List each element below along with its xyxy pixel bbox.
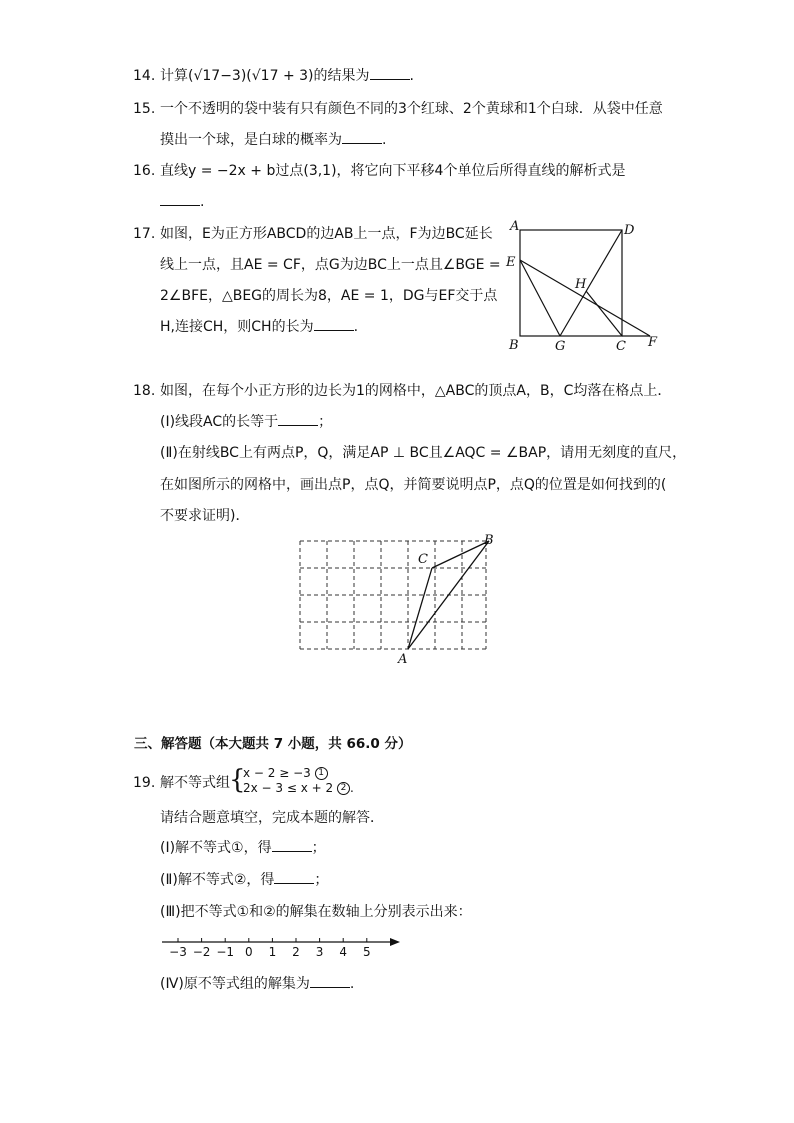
label-b: B (484, 533, 494, 548)
semicolon: ； (314, 872, 329, 888)
question-16-line2 (160, 192, 204, 212)
grid-figure (296, 533, 506, 667)
square-abcd (520, 230, 622, 336)
label-d: D (624, 223, 635, 238)
question-number: 19. (133, 775, 156, 791)
question-15-prompt: 摸出一个球，是白球的概率为 (160, 132, 342, 148)
period: . (409, 68, 414, 84)
question-19-line5: (Ⅲ)把不等式①和②的解集在数轴上分别表示出来： (160, 904, 472, 920)
answer-blank[interactable] (274, 871, 314, 884)
semicolon: ； (311, 840, 326, 856)
segment-ch (586, 291, 622, 336)
answer-blank[interactable] (160, 193, 200, 206)
question-17-line1: 如图，E为正方形ABCD的边AB上一点，F为边BC延长 (160, 226, 493, 242)
inequality-1-text: x − 2 ≥ −3 (243, 766, 311, 780)
segment-dg (560, 230, 622, 336)
label-c: C (418, 552, 428, 567)
question-19-intro: 解不等式组 (160, 775, 230, 791)
question-16-line1: 直线y = −2x + b过点(3,1)，将它向下平移4个单位后所得直线的解析式是 (160, 163, 626, 179)
question-18-part1: (Ⅰ)线段AC的长等于 (160, 414, 279, 430)
question-18-line5: 不要求证明)． (160, 508, 250, 524)
label-g: G (555, 339, 566, 354)
question-14-text (160, 66, 414, 86)
question-17-line3: 2∠BFE，△BEG的周长为8，AE = 1，DG与EF交于点 (160, 288, 498, 304)
period: . (350, 781, 354, 795)
question-18-line4: 在如图所示的网格中，画出点P，点Q，并简要说明点P，点Q的位置是如何找到的( (160, 477, 667, 493)
answer-blank[interactable] (278, 413, 318, 426)
section-title: 三、解答题（本大题共 7 小题，共 66.0 分） (134, 736, 412, 752)
question-number: 14. (133, 68, 156, 84)
question-number: 16. (133, 163, 156, 179)
circled-number-2: 2 (337, 782, 350, 795)
axis-tick-label: −3 (169, 945, 187, 959)
label-e: E (506, 255, 516, 270)
question-19-part2: (Ⅱ)解不等式②，得 (160, 872, 275, 888)
inequality-2-text: 2x − 3 ≤ x + 2 (243, 781, 334, 795)
question-15-line2 (160, 130, 386, 150)
axis-tick-label: 5 (362, 945, 371, 959)
question-18-line2 (160, 412, 332, 432)
answer-blank[interactable] (342, 131, 382, 144)
answer-blank[interactable] (310, 975, 350, 988)
inequality-2 (243, 781, 354, 795)
axis-arrow (390, 938, 400, 946)
semicolon: ； (318, 414, 333, 430)
period: . (353, 319, 359, 335)
question-19-line3 (160, 838, 326, 858)
label-b: B (509, 338, 519, 353)
period: . (382, 132, 387, 148)
question-14-prompt: 计算(√17−3)(√17 + 3)的结果为 (160, 68, 370, 84)
circled-number-1: 1 (315, 767, 328, 780)
question-17-line2: 线上一点，且AE = CF，点G为边BC上一点且∠BGE = (160, 257, 501, 273)
system-brace: { (229, 765, 246, 795)
label-h: H (575, 277, 587, 292)
question-19-line6 (160, 974, 354, 994)
question-18-line1: 如图，在每个小正方形的边长为1的网格中，△ABC的顶点A，B，C均落在格点上． (160, 383, 672, 399)
axis-tick-label: 1 (268, 945, 277, 959)
answer-blank[interactable] (370, 67, 410, 80)
question-15-line1: 一个不透明的袋中装有只有颜色不同的3个红球、2个黄球和1个白球．从袋中任意 (160, 101, 663, 117)
label-c: C (616, 339, 626, 354)
number-line (160, 932, 410, 962)
period: . (349, 976, 355, 992)
label-f: F (648, 335, 658, 350)
question-number: 18. (133, 383, 156, 399)
question-17-line4 (160, 317, 358, 337)
answer-blank[interactable] (272, 839, 312, 852)
label-a: A (510, 219, 520, 234)
question-19-line2: 请结合题意填空，完成本题的解答． (160, 810, 384, 826)
answer-blank[interactable] (314, 318, 354, 331)
question-17-prompt: H,连接CH，则CH的长为 (160, 319, 314, 335)
axis-tick-label: −2 (192, 945, 211, 959)
dashed-grid (300, 541, 486, 649)
axis-tick-label: 4 (339, 945, 348, 959)
square-figure (500, 218, 670, 358)
label-a: A (398, 652, 408, 667)
axis-tick-label: 2 (292, 945, 300, 959)
question-number: 15. (133, 101, 156, 117)
question-19-line4 (160, 870, 328, 890)
question-18-line3: (Ⅱ)在射线BC上有两点P，Q，满足AP ⊥ BC且∠AQC = ∠BAP，请用无刻度的直尺， (160, 445, 687, 461)
inequality-1 (243, 766, 328, 780)
question-19-part1: (Ⅰ)解不等式①，得 (160, 840, 272, 856)
axis-tick-label: 3 (315, 945, 324, 959)
period: . (200, 194, 205, 210)
question-19-part4: (Ⅳ)原不等式组的解集为 (160, 976, 310, 992)
axis-ticks (169, 938, 370, 959)
axis-tick-label: −1 (216, 945, 235, 959)
question-number: 17. (133, 226, 156, 242)
axis-tick-label: 0 (244, 945, 253, 959)
